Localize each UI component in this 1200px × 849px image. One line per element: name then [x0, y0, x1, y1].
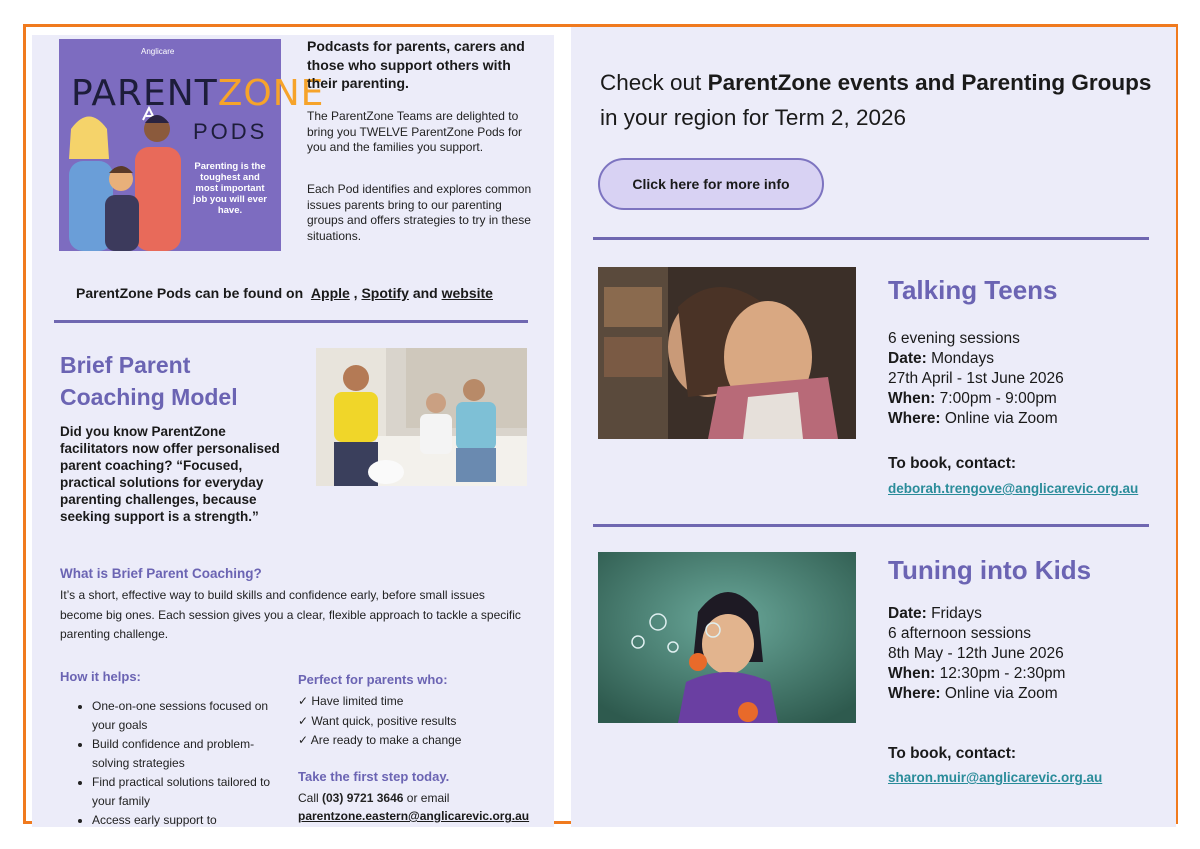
- found-prefix: ParentZone Pods can be found on: [76, 285, 304, 301]
- more-info-button[interactable]: Click here for more info: [598, 158, 824, 210]
- detail-line: When: 7:00pm - 9:00pm: [888, 390, 1057, 407]
- detail-line: 27th April - 1st June 2026: [888, 370, 1064, 387]
- booking-label: To book, contact:: [888, 745, 1017, 762]
- detail-line: Date: Mondays: [888, 350, 994, 367]
- coaching-title: Brief Parent Coaching Model: [60, 352, 238, 410]
- events-heading: [600, 65, 1160, 135]
- detail-line: Where: Online via Zoom: [888, 410, 1058, 427]
- anglicare-logo: [141, 47, 174, 56]
- section-divider: [593, 524, 1149, 527]
- or-email-label: or email: [406, 791, 450, 805]
- detail-line: 6 evening sessions: [888, 330, 1020, 347]
- section-divider: [54, 320, 528, 323]
- booking-email-link[interactable]: deborah.trengove@anglicarevic.org.au: [888, 481, 1139, 496]
- detail-line: Where: Online via Zoom: [888, 685, 1058, 702]
- booking-email-link[interactable]: sharon.muir@anglicarevic.org.au: [888, 770, 1103, 785]
- spotify-link[interactable]: Spotify: [361, 285, 409, 301]
- how-it-helps-list: [92, 697, 272, 830]
- list-item: ✓ Are ready to make a change: [298, 733, 462, 747]
- website-link[interactable]: website: [441, 285, 493, 301]
- coaching-email-link[interactable]: parentzone.eastern@anglicarevic.org.au: [298, 809, 530, 823]
- perfect-for-list: [298, 692, 461, 751]
- cover-title-zone: ZONE: [217, 73, 325, 114]
- list-item: • Build confidence and problem-solving strategies: [92, 735, 272, 773]
- first-step-title: Take the first step today.: [298, 769, 450, 784]
- detail-line: 8th May - 12th June 2026: [888, 645, 1064, 662]
- family-illustration: [59, 99, 189, 251]
- list-item: ✓ Want quick, positive results: [298, 713, 457, 728]
- section-divider: [593, 237, 1149, 240]
- heading-bold: ParentZone events and Parenting Groups: [707, 70, 1152, 95]
- coaching-intro: Did you know ParentZone facilitators now offer personalised parent coaching? “Focused, practical solutions for everyday parenting challenges, because seeking support is a strength.”: [60, 424, 280, 524]
- coaching-question: What is Brief Parent Coaching?: [60, 566, 262, 581]
- coaching-photo: [316, 348, 527, 486]
- cover-tagline: Parenting is the toughest and most important job you will ever have.: [193, 161, 267, 216]
- bubbles-photo: [598, 552, 856, 723]
- list-item: • Access early support to: [92, 811, 272, 830]
- how-it-helps-title: How it helps:: [60, 669, 141, 684]
- brand-label: Anglicare: [141, 47, 175, 56]
- booking-label: To book, contact:: [888, 455, 1017, 472]
- apple-link[interactable]: Apple: [310, 285, 350, 301]
- podcast-paragraph-1: The ParentZone Teams are delighted to bring you TWELVE ParentZone Pods for you and the families you support.: [307, 109, 522, 154]
- phone-number[interactable]: (03) 9721 3646: [322, 791, 404, 805]
- detail-line: When: 12:30pm - 2:30pm: [888, 665, 1066, 682]
- list-item: ✓ Have limited time: [298, 694, 404, 708]
- cover-title-parent: PARENT: [71, 73, 218, 114]
- podcast-availability: ParentZone Pods can be found on Apple , Spotify and website: [76, 285, 493, 301]
- talking-teens-photo: [598, 267, 856, 439]
- detail-line: 6 afternoon sessions: [888, 625, 1032, 642]
- event-title: Tuning into Kids: [888, 555, 1092, 585]
- podcast-heading: Podcasts for parents, carers and those who support others with their parenting.: [307, 38, 525, 91]
- cover-title-pods: PODS: [193, 119, 268, 144]
- list-item: • Find practical solutions tailored to your family: [92, 773, 272, 811]
- call-label: Call: [298, 791, 319, 805]
- list-item: • One-on-one sessions focused on your goals: [92, 697, 272, 735]
- family-photo: [316, 348, 527, 486]
- detail-line: Date: Fridays: [888, 605, 982, 622]
- found-and: and: [412, 285, 438, 301]
- heading-part-2: in your region for Term 2, 2026: [600, 105, 907, 130]
- right-column: [571, 27, 1176, 827]
- coaching-answer: It’s a short, effective way to build skills and confidence early, before small issues become big ones. Each session gives you a clear, flexible approach to tackle a specific parenting challenge.: [60, 588, 521, 641]
- parentzone-pods-cover-image: [59, 39, 325, 251]
- first-step-text: [298, 789, 449, 808]
- event-details: [888, 329, 1168, 429]
- event-details: [888, 604, 1168, 704]
- event-title: Talking Teens: [888, 275, 1058, 305]
- perfect-for-title: Perfect for parents who:: [298, 672, 448, 687]
- newsletter-frame: [23, 24, 1178, 827]
- tuning-into-kids-photo: [598, 552, 856, 723]
- hug-photo: [598, 267, 856, 439]
- heading-part-1: Check out: [600, 70, 702, 95]
- podcast-paragraph-2: Each Pod identifies and explores common issues parents bring to our parenting groups and offers strategies to try in these situations.: [307, 182, 532, 243]
- left-column: [32, 35, 554, 827]
